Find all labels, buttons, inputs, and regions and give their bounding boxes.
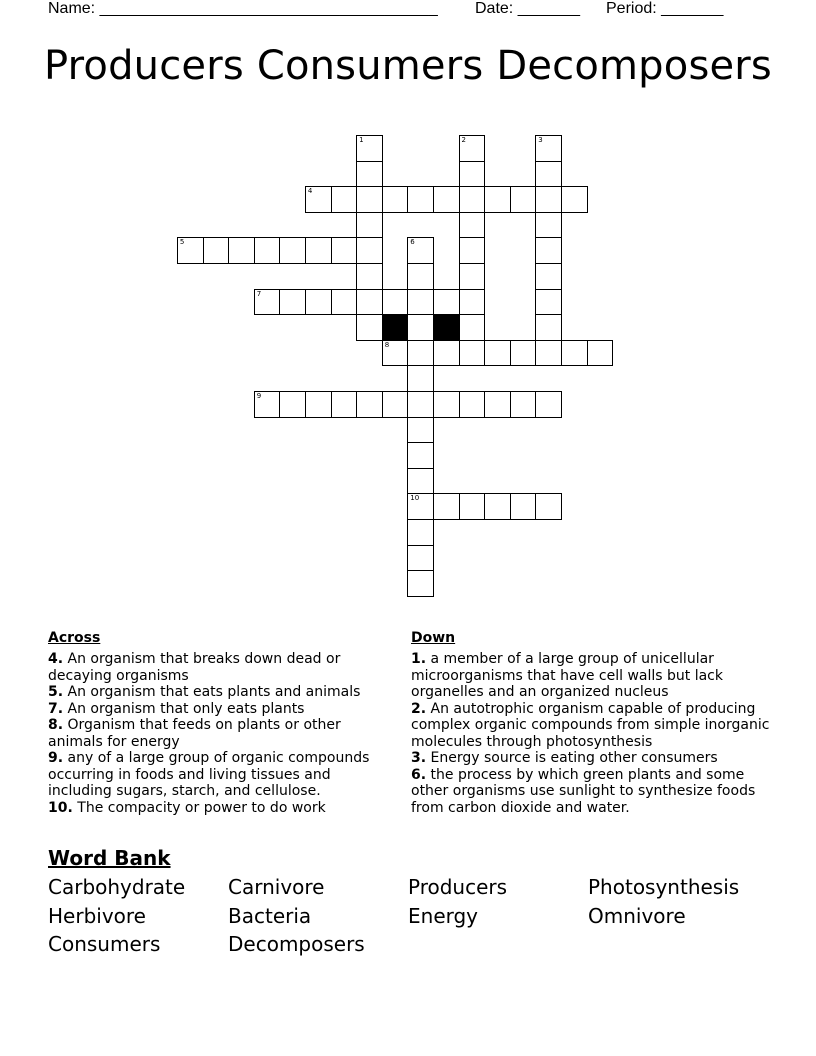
clue-number: 8 xyxy=(384,340,390,349)
crossword-cell[interactable] xyxy=(535,263,562,290)
clue-label: 7. xyxy=(48,700,64,717)
crossword-cell[interactable] xyxy=(587,340,614,367)
across-clue xyxy=(48,717,388,750)
crossword-cell[interactable] xyxy=(356,263,383,290)
crossword-cell[interactable] xyxy=(535,186,562,213)
across-clues xyxy=(48,629,388,816)
crossword-cell[interactable] xyxy=(535,493,562,520)
crossword-cell[interactable] xyxy=(356,237,383,264)
word-bank-item: Herbivore xyxy=(48,903,146,928)
word-bank-item: Decomposers xyxy=(228,932,365,956)
crossword-cell[interactable] xyxy=(484,340,511,367)
crossword-cell[interactable] xyxy=(407,493,434,520)
crossword-cell[interactable] xyxy=(407,314,434,341)
crossword-cell[interactable] xyxy=(305,391,332,418)
crossword-cell[interactable] xyxy=(459,161,486,188)
crossword-block xyxy=(433,314,460,341)
clue-label: 9. xyxy=(48,750,64,766)
crossword-cell[interactable] xyxy=(510,340,537,367)
crossword-cell[interactable] xyxy=(331,237,358,264)
crossword-cell[interactable] xyxy=(535,340,562,367)
down-heading: Down xyxy=(411,630,456,646)
crossword-cell[interactable] xyxy=(535,391,562,418)
crossword-cell[interactable] xyxy=(407,468,434,495)
crossword-cell[interactable] xyxy=(279,237,306,264)
clue-label: 3. xyxy=(411,750,427,766)
crossword-cell[interactable] xyxy=(561,186,588,213)
word-bank-title: Word Bank xyxy=(48,846,171,870)
word-bank-item: Consumers xyxy=(48,932,161,956)
word-bank-item: Energy xyxy=(408,903,479,928)
crossword-cell[interactable] xyxy=(459,212,486,239)
word-bank-item: Carnivore xyxy=(228,875,325,899)
crossword-cell[interactable] xyxy=(382,391,409,418)
clue-text: any of a large group of organic compounds occurring in foods and living tissues and including sugars, starch, and cellulose. xyxy=(48,750,370,799)
crossword-cell[interactable] xyxy=(407,365,434,392)
crossword-cell[interactable] xyxy=(356,314,383,341)
word-bank-item: Producers xyxy=(408,875,508,899)
clue-number: 4 xyxy=(307,187,313,196)
clue-number: 6 xyxy=(410,238,415,247)
crossword-cell[interactable] xyxy=(356,161,383,188)
clue-number: 9 xyxy=(256,391,262,400)
crossword-cell[interactable] xyxy=(459,263,486,290)
crossword-cell[interactable] xyxy=(459,391,486,418)
clue-number: 2 xyxy=(461,135,466,144)
crossword-cell[interactable] xyxy=(356,186,383,213)
crossword-cell[interactable] xyxy=(254,289,281,316)
down-clue xyxy=(411,767,771,817)
crossword-cell[interactable] xyxy=(356,391,383,418)
crossword-cell[interactable] xyxy=(254,237,281,264)
clue-text: An organism that breaks down dead or decaying organisms xyxy=(48,651,341,684)
crossword-cell[interactable] xyxy=(331,391,358,418)
clue-label: 8. xyxy=(48,717,64,733)
crossword-cell[interactable] xyxy=(459,289,486,316)
crossword-cell[interactable] xyxy=(510,391,537,418)
down-clue xyxy=(411,651,771,701)
crossword-cell[interactable] xyxy=(407,289,434,316)
crossword-cell[interactable] xyxy=(510,186,537,213)
crossword-cell[interactable] xyxy=(407,263,434,290)
down-clue xyxy=(411,701,771,751)
across-clue xyxy=(48,684,388,701)
crossword-cell[interactable] xyxy=(433,289,460,316)
crossword-cell[interactable] xyxy=(203,237,230,264)
across-heading: Across xyxy=(48,630,101,646)
clue-label: 2. xyxy=(411,700,427,717)
crossword-cell[interactable] xyxy=(407,570,434,597)
clue-text: the process by which green plants and some other organisms use sunlight to synthesize foods from carbon dioxide and water. xyxy=(411,766,756,816)
clue-text: An organism that eats plants and animals xyxy=(63,684,361,700)
period-field[interactable]: Period: _______ xyxy=(606,0,724,17)
crossword-cell[interactable] xyxy=(407,391,434,418)
name-field[interactable]: Name: ______________________________________ xyxy=(48,0,438,17)
clue-label: 1. xyxy=(411,651,427,667)
crossword-cell[interactable] xyxy=(459,314,486,341)
crossword-cell[interactable] xyxy=(407,545,434,572)
clue-label: 4. xyxy=(48,651,64,667)
crossword-cell[interactable] xyxy=(382,289,409,316)
crossword-cell[interactable] xyxy=(535,135,562,162)
across-clue xyxy=(48,651,388,684)
crossword-cell[interactable] xyxy=(279,289,306,316)
crossword-cell[interactable] xyxy=(331,186,358,213)
crossword-cell[interactable] xyxy=(484,186,511,213)
crossword-cell[interactable] xyxy=(382,340,409,367)
crossword-block xyxy=(382,314,409,341)
clue-text: An organism that only eats plants xyxy=(63,700,305,717)
crossword-cell[interactable] xyxy=(356,289,383,316)
word-bank-item: Photosynthesis xyxy=(588,875,740,899)
crossword-cell[interactable] xyxy=(459,237,486,264)
crossword-cell[interactable] xyxy=(407,442,434,469)
clue-text: Energy source is eating other consumers xyxy=(426,750,718,766)
crossword-cell[interactable] xyxy=(407,519,434,546)
crossword-cell[interactable] xyxy=(535,289,562,316)
clue-text: a member of a large group of unicellular microorganisms that have cell walls but lack organelles and an organized nucleus xyxy=(411,651,723,700)
page-title: Producers Consumers Decomposers xyxy=(44,43,772,89)
clue-number: 10 xyxy=(410,494,420,503)
clue-number: 7 xyxy=(256,289,262,298)
word-bank-item: Carbohydrate xyxy=(48,875,186,899)
clue-label: 10. xyxy=(48,799,73,816)
clue-label: 5. xyxy=(48,684,64,700)
across-clue xyxy=(48,800,388,817)
crossword-cell[interactable] xyxy=(407,417,434,444)
clue-text: Organism that feeds on plants or other animals for energy xyxy=(48,717,341,750)
crossword-cell[interactable] xyxy=(433,493,460,520)
crossword-cell[interactable] xyxy=(356,212,383,239)
crossword-cell[interactable] xyxy=(535,314,562,341)
clue-number: 5 xyxy=(179,238,185,247)
crossword-cell[interactable] xyxy=(407,186,434,213)
word-bank-item: Bacteria xyxy=(228,903,312,928)
word-bank-item: Omnivore xyxy=(588,903,686,928)
crossword-cell[interactable] xyxy=(459,340,486,367)
crossword-cell[interactable] xyxy=(305,237,332,264)
crossword-cell[interactable] xyxy=(331,289,358,316)
clue-label: 6. xyxy=(411,766,427,783)
across-clue xyxy=(48,750,388,800)
crossword-cell[interactable] xyxy=(305,289,332,316)
across-clue xyxy=(48,701,388,718)
crossword-cell[interactable] xyxy=(433,186,460,213)
crossword-cell[interactable] xyxy=(459,135,486,162)
clue-text: An autotrophic organism capable of producing complex organic compounds from simple inorganic molecules through photosynthesis xyxy=(411,700,770,750)
crossword-cell[interactable] xyxy=(459,493,486,520)
crossword-cell[interactable] xyxy=(433,340,460,367)
crossword-cell[interactable] xyxy=(484,391,511,418)
down-clues xyxy=(411,629,771,816)
crossword-cell[interactable] xyxy=(228,237,255,264)
crossword-cell[interactable] xyxy=(356,135,383,162)
crossword-cell[interactable] xyxy=(254,391,281,418)
crossword-cell[interactable] xyxy=(561,340,588,367)
down-clue xyxy=(411,750,771,767)
crossword-cell[interactable] xyxy=(407,340,434,367)
crossword-cell[interactable] xyxy=(535,212,562,239)
clue-text: The compacity or power to do work xyxy=(72,799,326,816)
crossword-cell[interactable] xyxy=(459,186,486,213)
crossword-cell[interactable] xyxy=(535,161,562,188)
crossword-cell[interactable] xyxy=(305,186,332,213)
crossword-cell[interactable] xyxy=(407,237,434,264)
crossword-cell[interactable] xyxy=(382,186,409,213)
crossword-cell[interactable] xyxy=(484,493,511,520)
date-field[interactable]: Date: _______ xyxy=(475,0,580,17)
crossword-cell[interactable] xyxy=(510,493,537,520)
crossword-cell[interactable] xyxy=(535,237,562,264)
crossword-cell[interactable] xyxy=(177,237,204,264)
crossword-cell[interactable] xyxy=(279,391,306,418)
crossword-cell[interactable] xyxy=(433,391,460,418)
clue-number: 3 xyxy=(538,135,543,144)
clue-number: 1 xyxy=(359,135,364,144)
